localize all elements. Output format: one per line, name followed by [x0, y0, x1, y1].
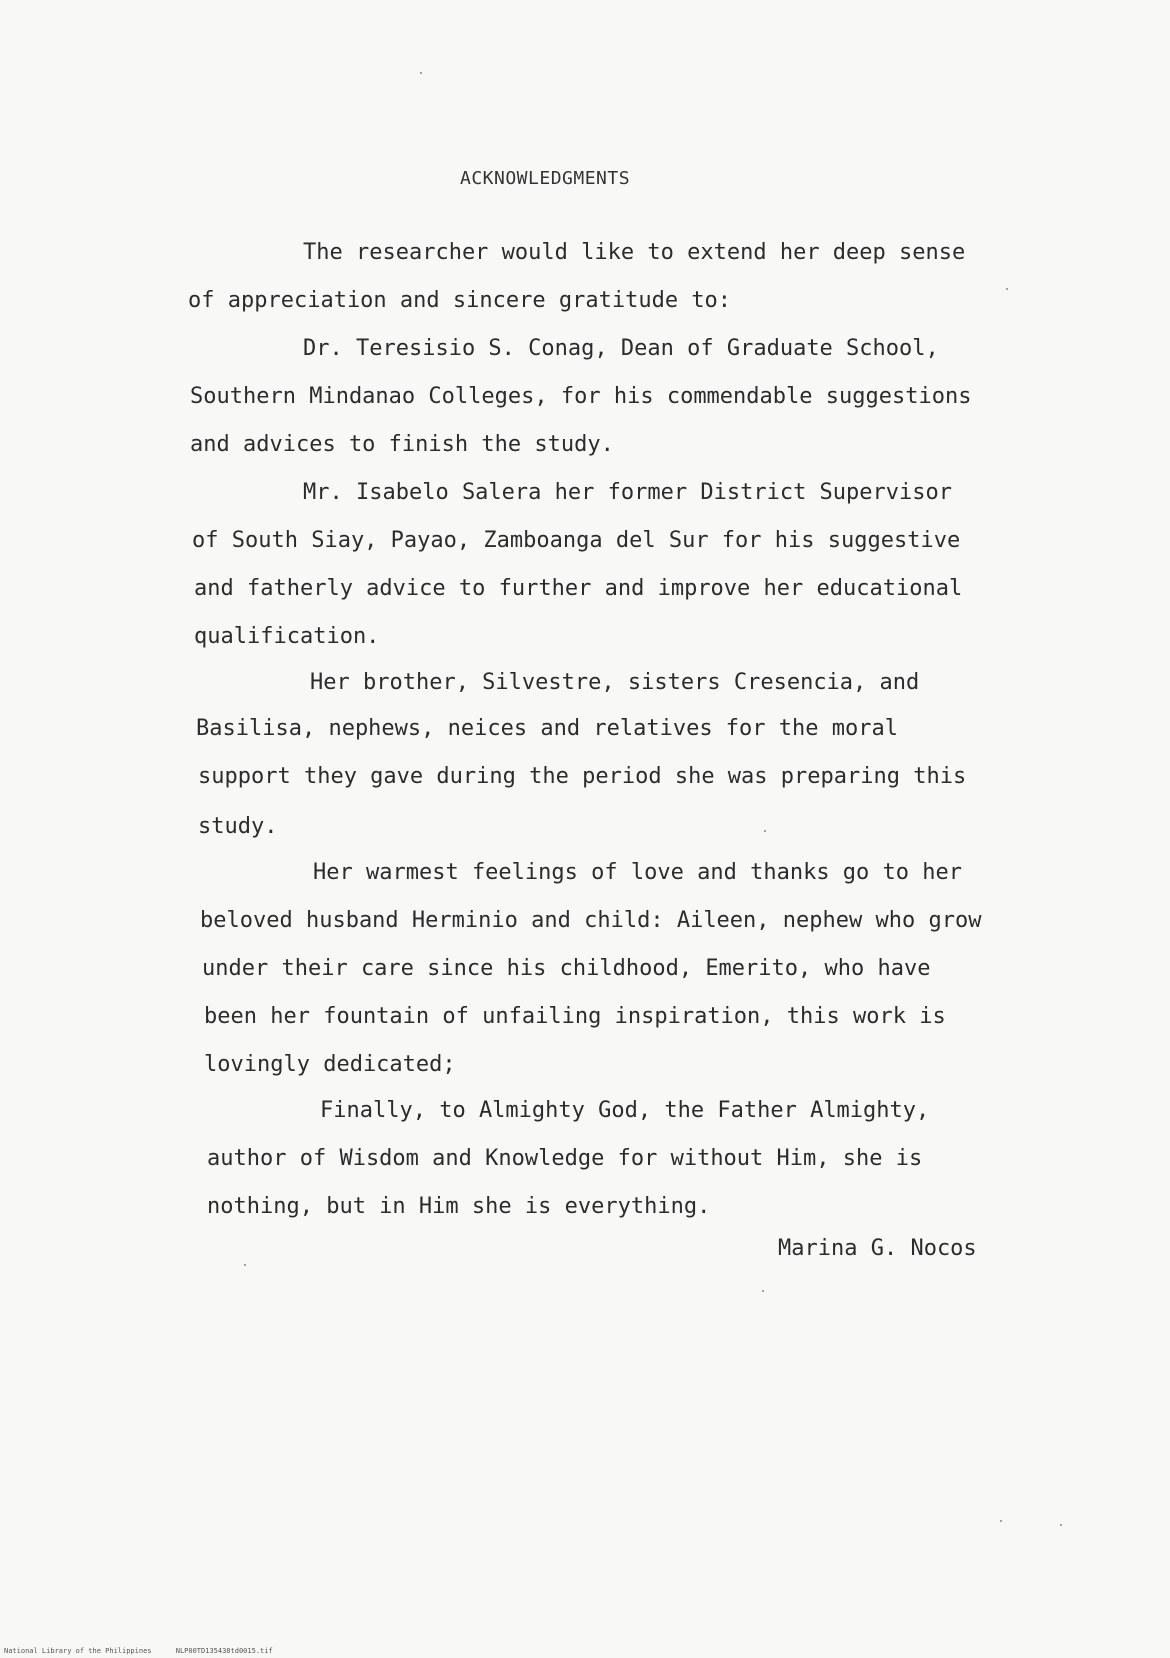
body-line: and advices to finish the study.	[190, 432, 614, 457]
body-line: qualification.	[194, 624, 380, 649]
body-line: Southern Mindanao Colleges, for his commendable suggestions	[190, 384, 972, 409]
body-line: Basilisa, nephews, neices and relatives for the moral	[196, 716, 898, 741]
footer-library: National Library of the Philippines	[4, 1647, 152, 1655]
body-line: of South Siay, Payao, Zamboanga del Sur for his suggestive	[192, 528, 961, 553]
body-line: Dr. Teresisio S. Conag, Dean of Graduate School,	[303, 336, 939, 361]
signature: Marina G. Nocos	[778, 1236, 977, 1261]
body-line: Mr. Isabelo Salera her former District Supervisor	[303, 480, 953, 505]
body-line: beloved husband Herminio and child: Aileen, nephew who grow	[200, 908, 982, 933]
scan-speck	[764, 830, 766, 832]
body-line: Finally, to Almighty God, the Father Almighty,	[320, 1098, 930, 1123]
body-line: under their care since his childhood, Emerito, who have	[202, 956, 931, 981]
body-line: The researcher would like to extend her deep sense	[303, 240, 966, 265]
scan-speck	[244, 1264, 246, 1266]
body-line: Her brother, Silvestre, sisters Cresencia, and	[310, 670, 920, 695]
body-line: of appreciation and sincere gratitude to:	[188, 288, 732, 313]
scan-speck	[420, 72, 422, 74]
page-title: ACKNOWLEDGMENTS	[460, 168, 631, 189]
body-line: support they gave during the period she was preparing this	[198, 764, 967, 789]
scan-footer	[4, 1647, 293, 1655]
body-line: author of Wisdom and Knowledge for without Him, she is	[207, 1146, 923, 1171]
footer-file-id: NLP00TD135438td0015.tif	[175, 1647, 273, 1655]
scan-speck	[1006, 288, 1008, 290]
body-line: lovingly dedicated;	[204, 1052, 456, 1077]
body-line: Her warmest feelings of love and thanks go to her	[313, 860, 963, 885]
body-line: been her fountain of unfailing inspiration, this work is	[204, 1004, 946, 1029]
body-line: study.	[198, 814, 278, 839]
body-line: nothing, but in Him she is everything.	[207, 1194, 711, 1219]
scan-speck	[762, 1290, 764, 1292]
scan-speck	[1060, 1524, 1062, 1526]
body-line: and fatherly advice to further and improve her educational	[194, 576, 963, 601]
scan-speck	[1000, 1520, 1002, 1522]
